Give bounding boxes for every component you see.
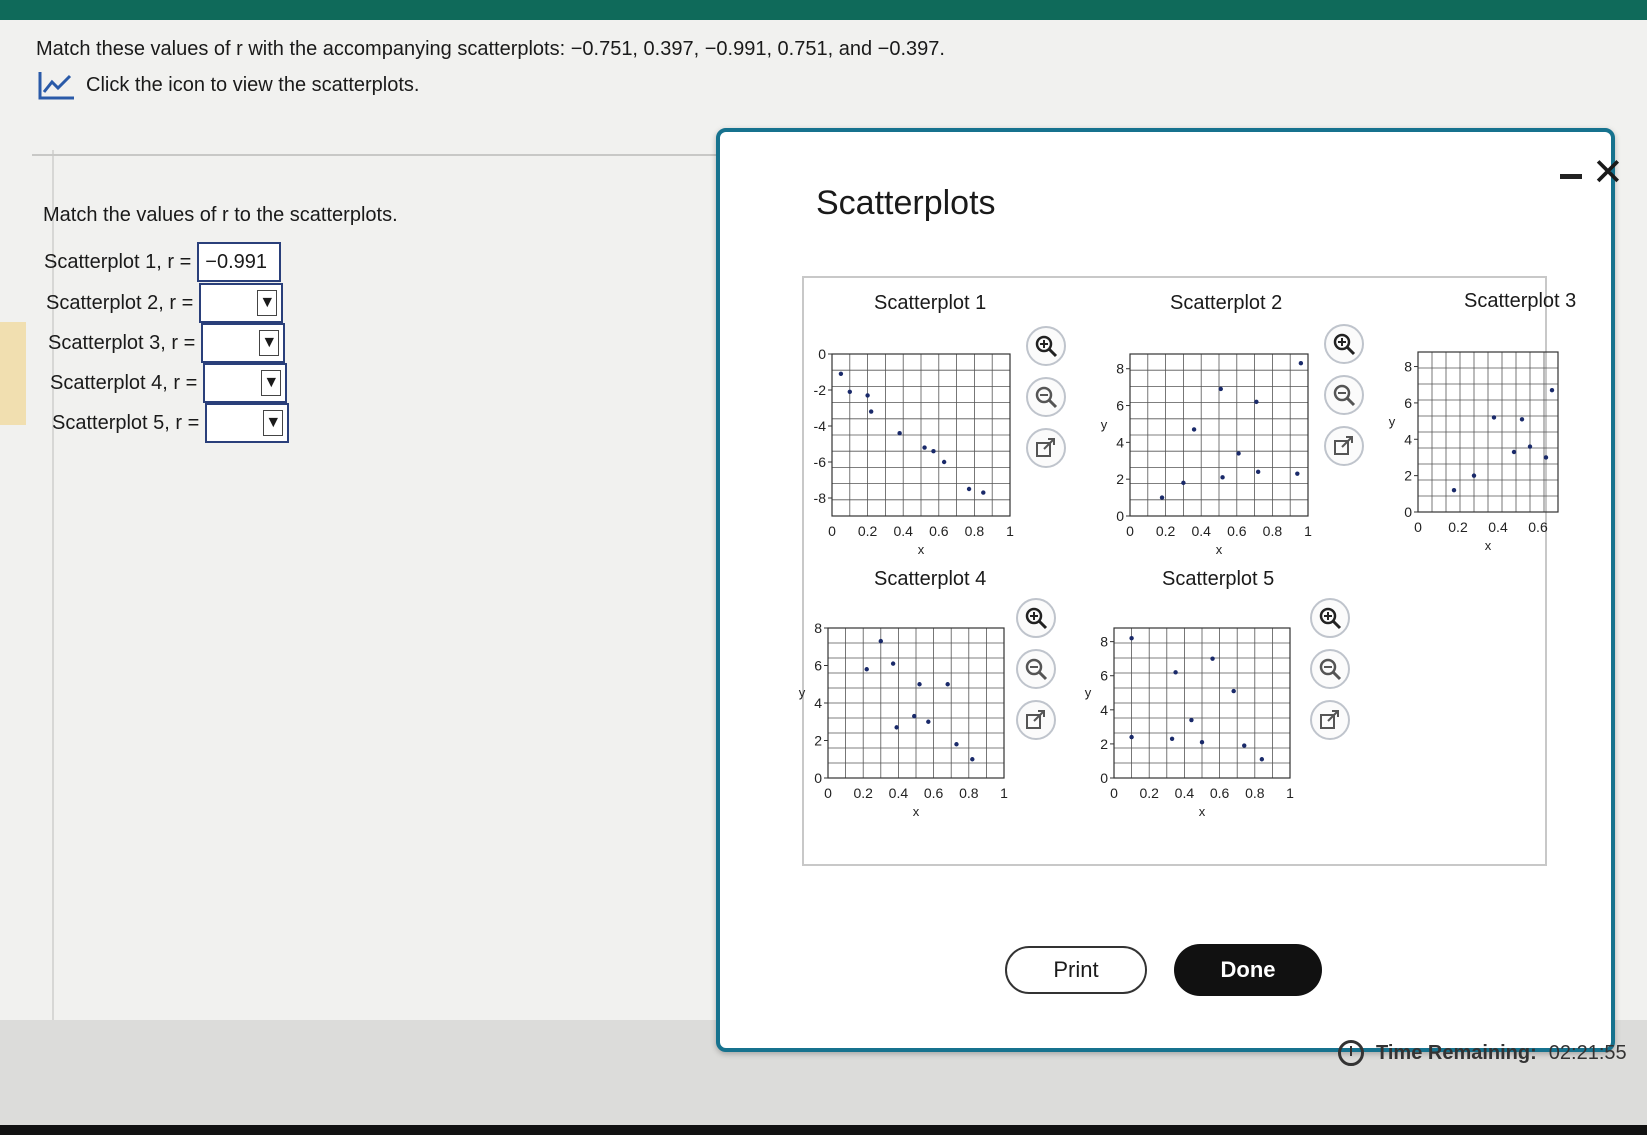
x-tick-label: 1 [1304,523,1312,539]
x-tick-label: 0.8 [964,523,985,539]
data-point [839,372,843,376]
r-value-select-3[interactable] [201,323,285,363]
zoom-out-icon [1317,656,1343,682]
data-point [897,431,901,435]
pop-out-button-plot-5[interactable] [1310,700,1350,740]
print-button[interactable]: Print [1005,946,1147,994]
plot-title: Scatterplot 2 [1170,292,1283,314]
y-tick-label: 0 [814,770,822,786]
y-tick-label: 6 [814,657,822,674]
x-tick-label: 0.6 [1227,523,1247,539]
y-tick-label: 2 [1100,735,1108,752]
plot-title: Scatterplot 1 [874,292,987,314]
zoom-in-icon [1033,333,1059,359]
pop-out-icon [1023,707,1049,733]
x-tick-label: 1 [1286,785,1294,801]
y-tick-label: 8 [1404,358,1412,375]
r-value-select-2[interactable] [199,283,283,323]
close-icon[interactable]: ✕ [1592,152,1624,194]
x-tick-label: 0.4 [1488,519,1508,535]
y-tick-label: 6 [1100,667,1108,684]
x-tick-label: 0.8 [959,785,979,801]
y-tick-label: 0 [1116,508,1124,524]
x-axis-label: x [917,542,925,557]
zoom-out-button-plot-5[interactable] [1310,649,1350,689]
data-point [1189,718,1193,722]
data-point [1550,388,1554,392]
y-tick-label: 2 [814,732,822,749]
y-tick-label: 4 [1116,434,1124,451]
x-tick-label: 0 [1110,785,1118,801]
data-point [981,490,985,494]
match-instruction: Match the values of r to the scatterplots. [43,204,398,226]
zoom-in-icon [1331,331,1357,357]
data-point [848,390,852,394]
y-tick-label: 4 [1100,701,1108,718]
x-tick-label: 0.6 [1528,519,1548,535]
data-point [942,460,946,464]
data-point [1528,444,1532,448]
zoom-out-button-plot-1[interactable] [1026,377,1066,417]
timer-label: Time Remaining: [1376,1041,1537,1064]
x-tick-label: 0 [1126,523,1134,539]
data-point [1200,740,1204,744]
y-axis-label: y [1388,414,1396,429]
y-tick-label: 2 [1404,467,1412,484]
selected-r-value: −0.991 [205,250,268,273]
x-tick-label: 0.6 [929,523,949,539]
x-tick-label: 1 [1000,785,1008,801]
data-point [1181,481,1185,485]
x-axis-label: x [912,804,920,819]
data-point [879,639,883,643]
x-axis-label: x [1198,804,1206,819]
top-bar [0,0,1647,22]
scatterplot-4 [792,616,1038,836]
data-point [912,714,916,718]
current-question-marker [0,322,26,425]
y-tick-label: 6 [1404,394,1412,411]
data-point [869,409,873,413]
y-tick-label: -6 [813,454,826,470]
data-point [1192,427,1196,431]
dialog-title: Scatterplots [816,184,996,222]
time-remaining [1338,1040,1627,1066]
data-point [1472,473,1476,477]
zoom-in-button-plot-1[interactable] [1026,326,1066,366]
zoom-in-icon [1023,605,1049,631]
y-tick-label: 2 [1116,471,1124,488]
zoom-in-button-plot-5[interactable] [1310,598,1350,638]
pop-out-icon [1331,433,1357,459]
scatterplot-hint [38,70,419,100]
scatterplot-2 [1094,342,1342,574]
y-axis-label: y [1084,685,1092,700]
plot-title: Scatterplot 3 [1464,290,1577,312]
data-point [1492,415,1496,419]
hint-text: Click the icon to view the scatterplots. [86,73,420,96]
data-point [1219,387,1223,391]
zoom-out-icon [1033,384,1059,410]
match-row-scatterplot-5 [52,403,289,443]
x-tick-label: 0.4 [893,523,913,539]
y-tick-label: -4 [813,418,826,434]
dropdown-arrow-icon[interactable]: ▼ [261,370,281,396]
y-tick-label: 8 [1100,633,1108,650]
match-row-scatterplot-3 [48,323,285,363]
data-point [945,682,949,686]
data-point [1256,470,1260,474]
zoom-out-button-plot-4[interactable] [1016,649,1056,689]
dropdown-arrow-icon[interactable]: ▼ [259,330,279,356]
data-point [1129,636,1133,640]
data-point [922,445,926,449]
data-point [931,449,935,453]
line-chart-icon[interactable] [38,70,76,100]
x-tick-label: 0.2 [1139,785,1159,801]
data-point [1236,451,1240,455]
data-point [891,661,895,665]
dropdown-arrow-icon[interactable]: ▼ [257,290,277,316]
y-axis-label: y [1100,417,1108,432]
x-axis-label: x [1215,542,1223,557]
y-tick-label: 4 [814,695,822,711]
timer-value: 02:21:55 [1548,1041,1627,1064]
scatterplot-5 [1078,616,1324,836]
x-tick-label: 0 [1414,519,1422,535]
data-point [1254,400,1258,404]
data-point [954,742,958,746]
x-tick-label: 0.2 [1448,519,1468,535]
plot-title: Scatterplot 4 [874,568,987,590]
scatterplots-dialog [716,128,1624,1052]
data-point [1512,450,1516,454]
y-tick-label: 0 [818,346,826,362]
match-row-scatterplot-4 [50,363,287,403]
r-value-select-1[interactable] [197,242,281,282]
y-tick-label: 6 [1116,397,1124,414]
zoom-in-button-plot-4[interactable] [1016,598,1056,638]
data-point [1231,689,1235,693]
y-tick-label: 4 [1404,431,1412,448]
pop-out-icon [1317,707,1343,733]
pop-out-icon [1033,435,1059,461]
data-point [1129,735,1133,739]
zoom-out-icon [1331,382,1357,408]
scatterplot-3 [1382,340,1592,570]
match-label: Scatterplot 5, r = [52,411,200,434]
question-text: Match these values of r with the accompanying scatterplots: −0.751, 0.397, −0.991, 0.751, and −0.397. [36,38,945,60]
x-tick-label: 0.4 [888,785,909,801]
y-tick-label: 0 [1404,504,1412,520]
match-label: Scatterplot 4, r = [50,371,198,394]
pop-out-button-plot-4[interactable] [1016,700,1056,740]
y-axis-label: y [798,685,806,700]
match-row-scatterplot-1 [44,242,281,282]
zoom-out-button-plot-2[interactable] [1324,375,1364,415]
match-label: Scatterplot 2, r = [46,291,194,314]
y-tick-label: -2 [813,382,826,398]
data-point [1299,361,1303,365]
clock-icon [1338,1040,1364,1066]
dropdown-arrow-icon[interactable]: ▼ [263,410,283,436]
section-divider [32,154,722,156]
data-point [1452,488,1456,492]
x-tick-label: 1 [1006,523,1014,539]
minimize-icon[interactable] [1560,174,1582,179]
data-point [1520,417,1524,421]
pop-out-button-plot-1[interactable] [1026,428,1066,468]
x-tick-label: 0.6 [923,785,944,801]
data-point [1242,743,1246,747]
zoom-in-button-plot-2[interactable] [1324,324,1364,364]
x-tick-label: 0.8 [1262,523,1283,539]
x-tick-label: 0.2 [1155,523,1176,539]
data-point [1544,455,1548,459]
scatterplots-panel[interactable] [798,276,1577,866]
x-tick-label: 0 [824,785,832,801]
match-label: Scatterplot 3, r = [48,331,196,354]
y-tick-label: -8 [813,490,826,506]
data-point [1173,670,1177,674]
data-point [1220,475,1224,479]
data-point [917,682,921,686]
data-point [1295,471,1299,475]
plot-title: Scatterplot 5 [1162,568,1275,590]
data-point [1170,737,1174,741]
x-axis-label: x [1484,538,1492,553]
data-point [865,667,869,671]
data-point [865,393,869,397]
x-tick-label: 0.2 [857,523,878,539]
x-tick-label: 0 [828,523,836,539]
r-value-select-4[interactable] [203,363,287,403]
data-point [894,725,898,729]
data-point [1160,495,1164,499]
bottom-bar [0,1125,1647,1135]
y-tick-label: 0 [1100,770,1108,786]
zoom-in-icon [1317,605,1343,631]
data-point [1260,757,1264,761]
r-value-select-5[interactable] [205,403,289,443]
zoom-out-icon [1023,656,1049,682]
data-point [926,720,930,724]
scatterplot-1 [796,342,1044,574]
y-tick-label: 8 [814,620,822,636]
match-label: Scatterplot 1, r = [44,250,192,273]
y-tick-label: 8 [1116,360,1124,377]
pop-out-button-plot-2[interactable] [1324,426,1364,466]
data-point [1210,656,1214,660]
x-tick-label: 0.4 [1191,523,1211,539]
x-tick-label: 0.8 [1245,785,1265,801]
data-point [970,757,974,761]
data-point [967,487,971,491]
x-tick-label: 0.6 [1209,785,1230,801]
done-button[interactable]: Done [1174,944,1322,996]
x-tick-label: 0.4 [1174,785,1195,801]
x-tick-label: 0.2 [853,785,873,801]
match-row-scatterplot-2 [46,283,283,323]
